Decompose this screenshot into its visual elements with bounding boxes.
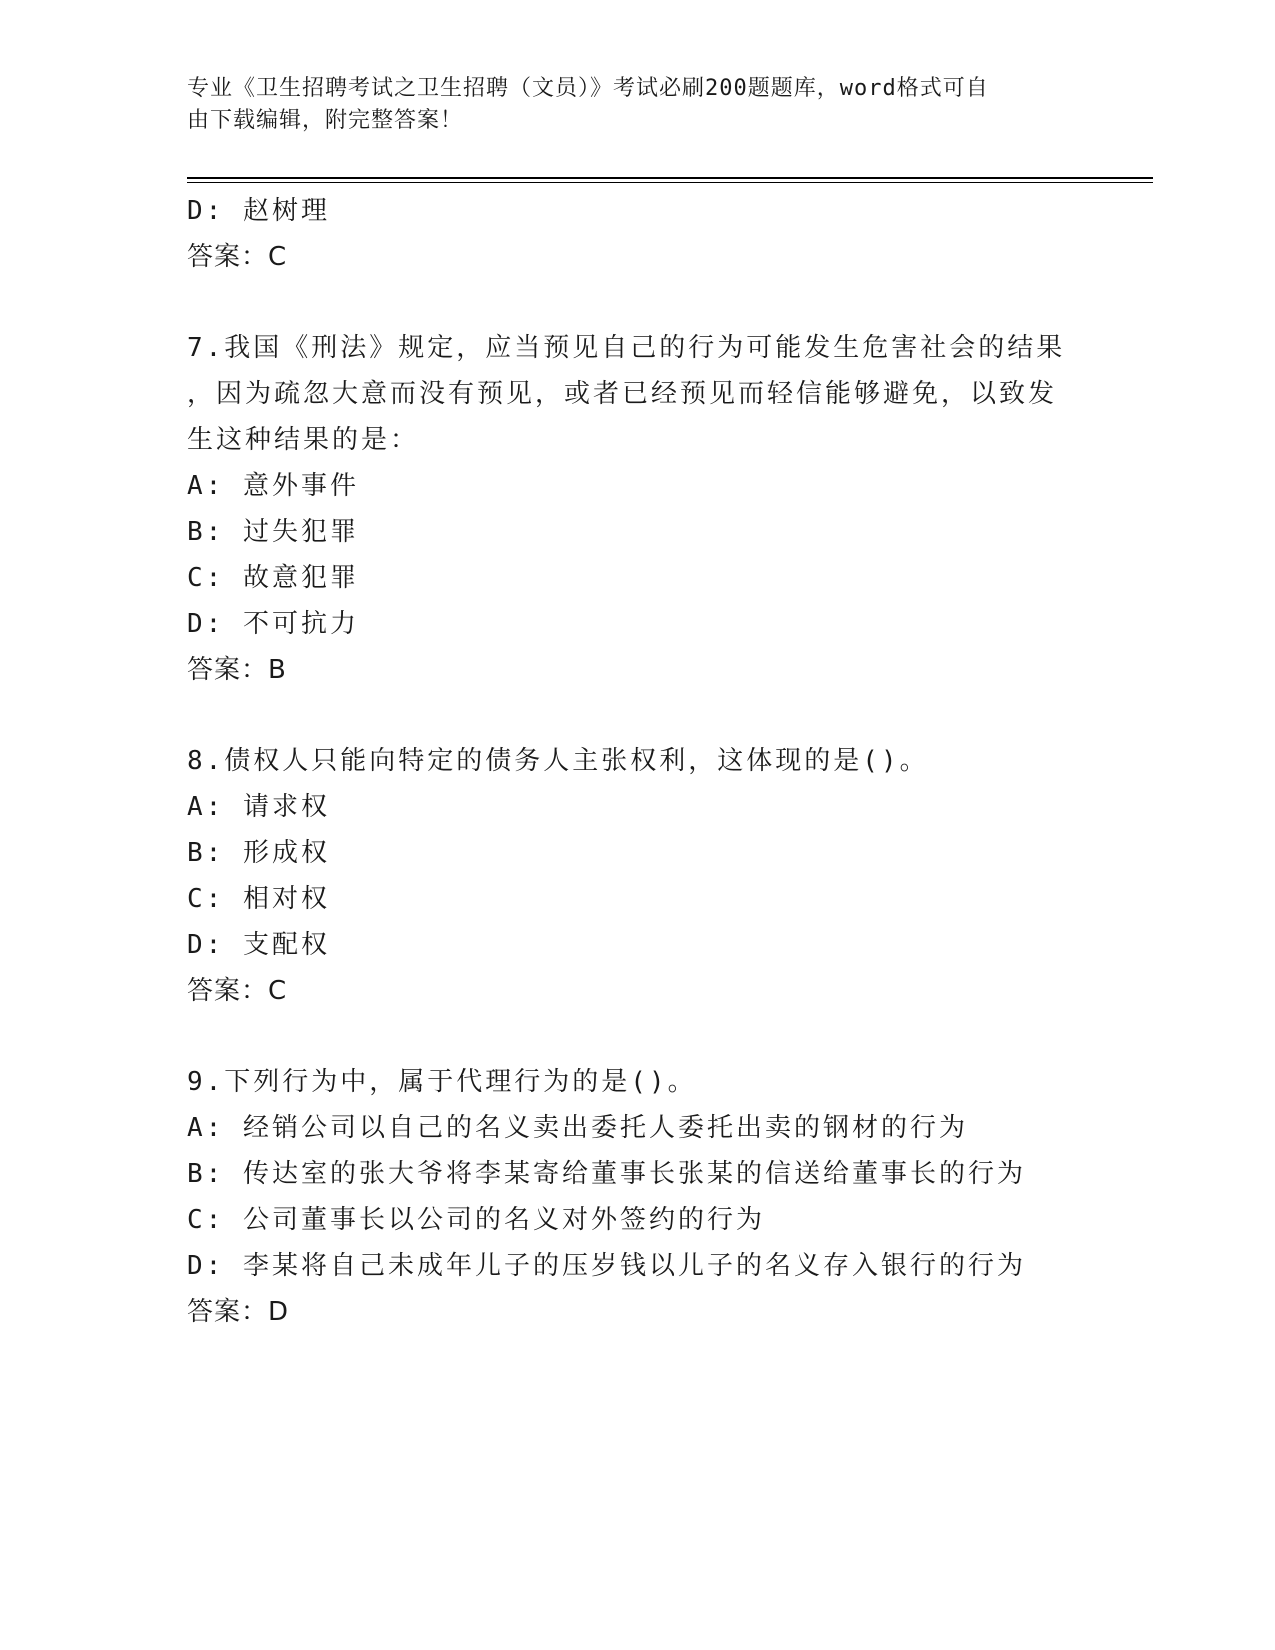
question-9 xyxy=(187,1059,1067,1335)
header-line-1: 专业《卫生招聘考试之卫生招聘（文员）》考试必刷200题题库，word格式可自 xyxy=(187,76,989,101)
question-7-option-b: B: 过失犯罪 xyxy=(187,517,359,547)
question-gap xyxy=(187,280,1067,325)
question-9-option-a: A: 经销公司以自己的名义卖出委托人委托出卖的钢材的行为 xyxy=(187,1113,968,1143)
question-8-option-d: D: 支配权 xyxy=(187,930,330,960)
document-header xyxy=(187,73,1067,137)
question-8-answer: 答案：C xyxy=(187,976,288,1006)
header-rule-thin xyxy=(187,182,1153,183)
question-7-answer: 答案：B xyxy=(187,655,287,685)
question-9-stem-line-1: 9.下列行为中，属于代理行为的是()。 xyxy=(187,1067,697,1097)
question-9-stem xyxy=(187,1059,1067,1105)
question-8-stem xyxy=(187,738,1067,784)
header-rule-thick xyxy=(187,177,1153,179)
question-9-option-d: D: 李某将自己未成年儿子的压岁钱以儿子的名义存入银行的行为 xyxy=(187,1251,1026,1281)
question-7-stem-line-2: ，因为疏忽大意而没有预见，或者已经预见而轻信能够避免，以致发 xyxy=(187,379,1058,409)
question-7-option-d: D: 不可抗力 xyxy=(187,609,359,639)
question-8-option-c: C: 相对权 xyxy=(187,884,330,914)
prev-answer: 答案：C xyxy=(187,242,288,272)
question-9-option-c: C: 公司董事长以公司的名义对外签约的行为 xyxy=(187,1205,765,1235)
question-gap xyxy=(187,1014,1067,1059)
question-7-option-c: C: 故意犯罪 xyxy=(187,563,359,593)
prev-option-d: D: 赵树理 xyxy=(187,196,330,226)
question-8-option-a: A: 请求权 xyxy=(187,792,330,822)
question-9-option-b: B: 传达室的张大爷将李某寄给董事长张某的信送给董事长的行为 xyxy=(187,1159,1026,1189)
question-gap xyxy=(187,693,1067,738)
question-7-stem-line-3: 生这种结果的是： xyxy=(187,425,420,455)
question-8-option-b: B: 形成权 xyxy=(187,838,330,868)
question-7 xyxy=(187,325,1067,693)
question-7-option-a: A: 意外事件 xyxy=(187,471,359,501)
question-7-stem-line-1: 7.我国《刑法》规定，应当预见自己的行为可能发生危害社会的结果 xyxy=(187,333,1066,363)
question-8-stem-line-1: 8.债权人只能向特定的债务人主张权利，这体现的是()。 xyxy=(187,746,929,776)
document-body xyxy=(187,188,1067,1335)
question-9-answer: 答案：D xyxy=(187,1297,290,1327)
question-8 xyxy=(187,738,1067,1014)
header-line-2: 由下载编辑，附完整答案！ xyxy=(187,108,464,133)
question-7-stem xyxy=(187,325,1067,463)
